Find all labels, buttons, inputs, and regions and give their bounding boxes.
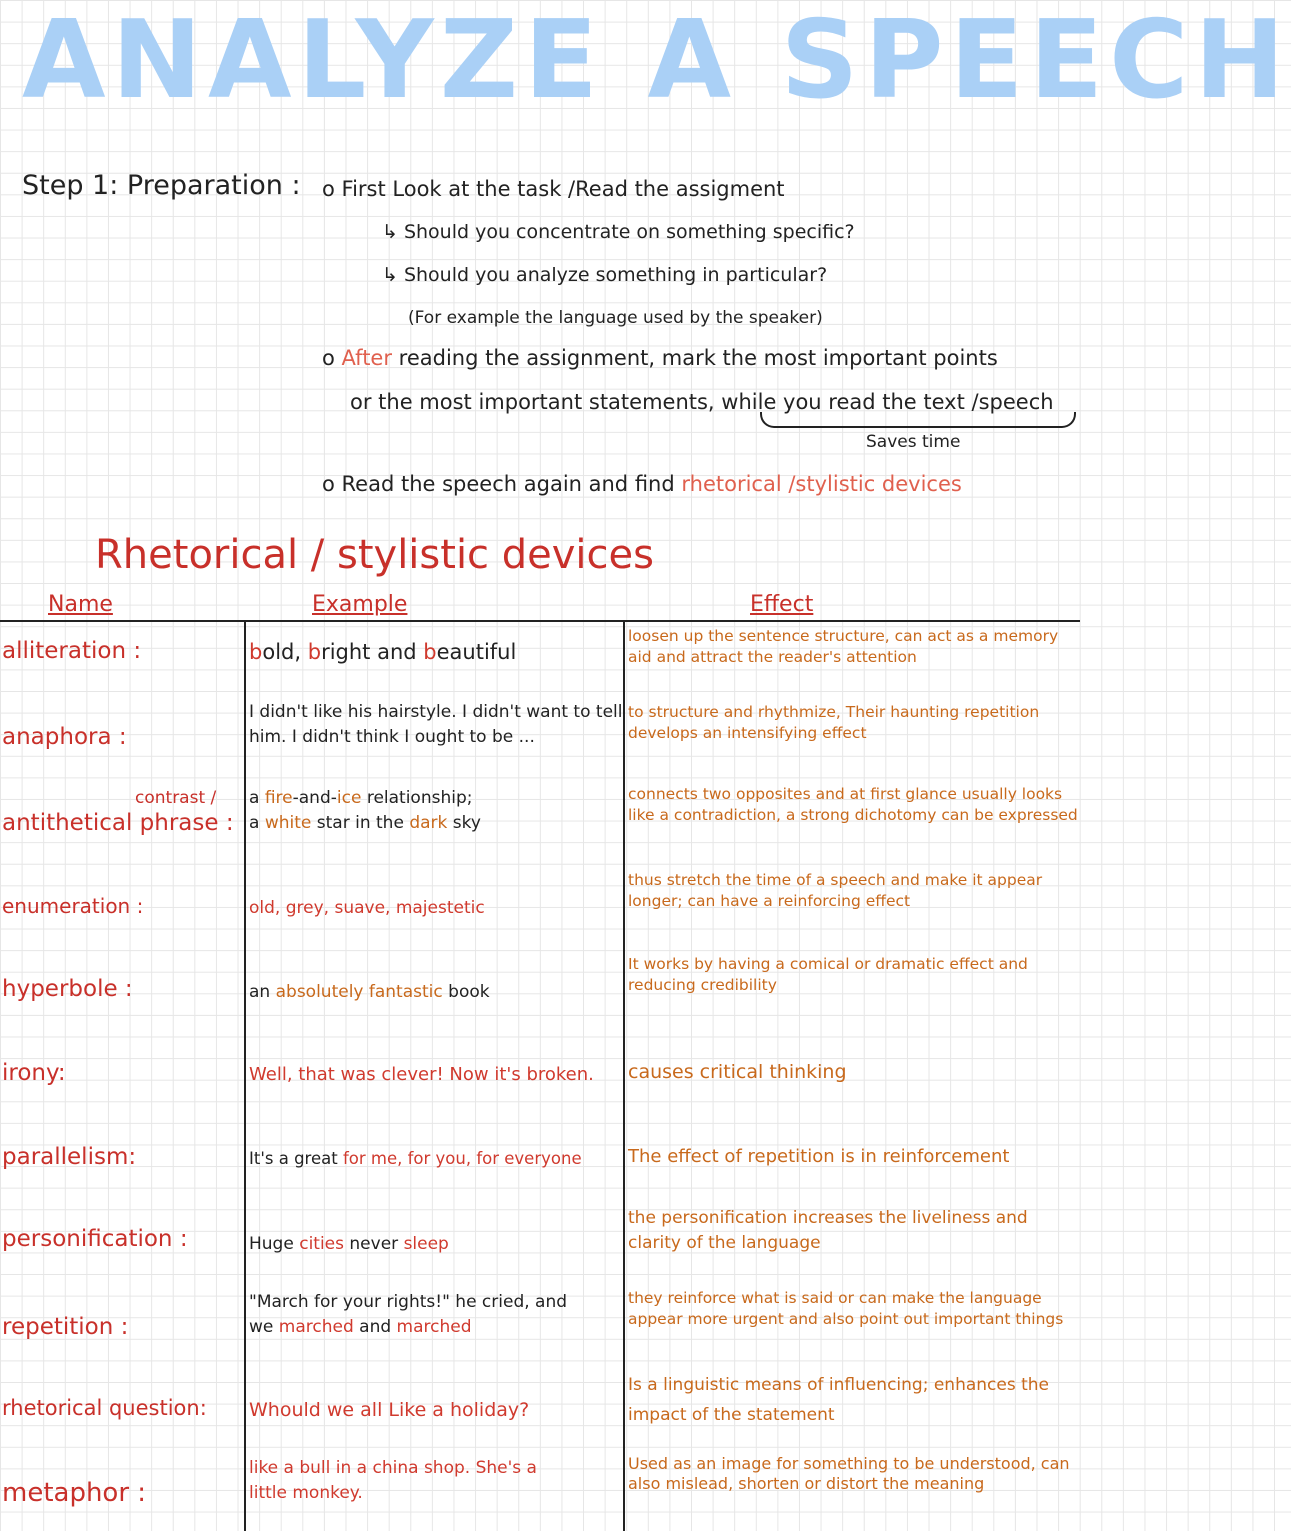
device-example: It's a great for me, for you, for everyone xyxy=(249,1149,582,1168)
device-name: rhetorical question: xyxy=(2,1396,207,1420)
step1-label: Step 1: Preparation : xyxy=(22,170,301,201)
device-effect: Used as an image for something to be understood, can also mislead, shorten or distort the meaning xyxy=(628,1454,1070,1493)
table-divider-1 xyxy=(244,620,246,1531)
device-effect: loosen up the sentence structure, can act as a memory aid and attract the reader's attention xyxy=(628,627,1059,666)
device-name: personification : xyxy=(2,1226,188,1252)
device-example: Whould we all Like a holiday? xyxy=(249,1399,530,1421)
page-title: ANALYZE A SPEECH xyxy=(22,0,1291,123)
column-header-effect: Effect xyxy=(750,592,814,617)
step1-bullet-3 xyxy=(322,472,962,496)
device-example: "March for your rights!" he cried, and we marched and marched xyxy=(249,1292,568,1337)
table-top-rule xyxy=(0,620,1080,622)
device-name-prefix: contrast / xyxy=(135,788,217,808)
device-example: an absolutely fantastic book xyxy=(249,982,490,1002)
device-effect: the personification increases the liveliness and clarity of the language xyxy=(628,1208,1028,1253)
bullet-2-highlight: After xyxy=(341,346,392,370)
bullet-2-rest: reading the assignment, mark the most important points xyxy=(398,346,998,370)
section-title: Rhetorical / stylistic devices xyxy=(95,532,654,578)
device-example: Well, that was clever! Now it's broken. xyxy=(249,1064,594,1085)
device-name: anaphora : xyxy=(2,724,127,750)
device-name: irony: xyxy=(2,1060,66,1086)
bullet-3-highlight: rhetorical /stylistic devices xyxy=(681,472,962,496)
device-effect: to structure and rhythmize, Their haunting repetition develops an intensifying effect xyxy=(628,703,1040,742)
step1-bullet-2-line2: or the most important statements, while you read the text /speech xyxy=(350,390,1054,414)
step1-bullet-2 xyxy=(322,346,998,370)
device-effect: they reinforce what is said or can make the language appear more urgent and also point out important things xyxy=(628,1289,1064,1328)
device-name: alliteration : xyxy=(2,638,142,664)
device-effect: The effect of repetition is in reinforcement xyxy=(628,1146,1010,1167)
device-name: antithetical phrase : xyxy=(2,810,234,836)
device-effect: causes critical thinking xyxy=(628,1061,847,1083)
device-example: a fire-and-ice relationship; a white star in the dark sky xyxy=(249,788,481,833)
step1-bullet-1: o First Look at the task /Read the assigment xyxy=(322,177,785,201)
step1-sub-2-note: (For example the language used by the speaker) xyxy=(408,308,823,328)
brace-note: Saves time xyxy=(866,432,961,452)
table-divider-2 xyxy=(623,620,625,1531)
device-example: bold, bright and beautiful xyxy=(249,640,517,664)
column-header-example: Example xyxy=(312,592,408,617)
device-example: I didn't like his hairstyle. I didn't want to tell him. I didn't think I ought to be ... xyxy=(249,702,623,747)
device-example: old, grey, suave, majestetic xyxy=(249,898,485,918)
device-effect: It works by having a comical or dramatic effect and reducing credibility xyxy=(628,955,1028,994)
device-example: Huge cities never sleep xyxy=(249,1234,449,1254)
device-effect: Is a linguistic means of influencing; enhances the impact of the statement xyxy=(628,1375,1050,1425)
device-name: repetition : xyxy=(2,1314,129,1340)
device-example: like a bull in a china shop. She's a little monkey. xyxy=(249,1458,537,1503)
device-effect: thus stretch the time of a speech and make it appear longer; can have a reinforcing effect xyxy=(628,871,1043,910)
device-name: enumeration : xyxy=(2,894,144,918)
device-name: hyperbole : xyxy=(2,976,133,1002)
device-effect: connects two opposites and at first glance usually looks like a contradiction, a strong dichotomy can be expressed xyxy=(628,785,1078,824)
bullet-3-text: o Read the speech again and find xyxy=(322,472,675,496)
column-header-name: Name xyxy=(48,592,113,617)
device-name: parallelism: xyxy=(2,1144,137,1170)
device-name: metaphor : xyxy=(2,1478,147,1508)
step1-sub-1: ↳ Should you concentrate on something specific? xyxy=(382,221,855,243)
curly-brace xyxy=(760,412,1076,428)
step1-sub-2: ↳ Should you analyze something in particular? xyxy=(382,264,828,286)
bullet-marker: o xyxy=(322,346,335,370)
